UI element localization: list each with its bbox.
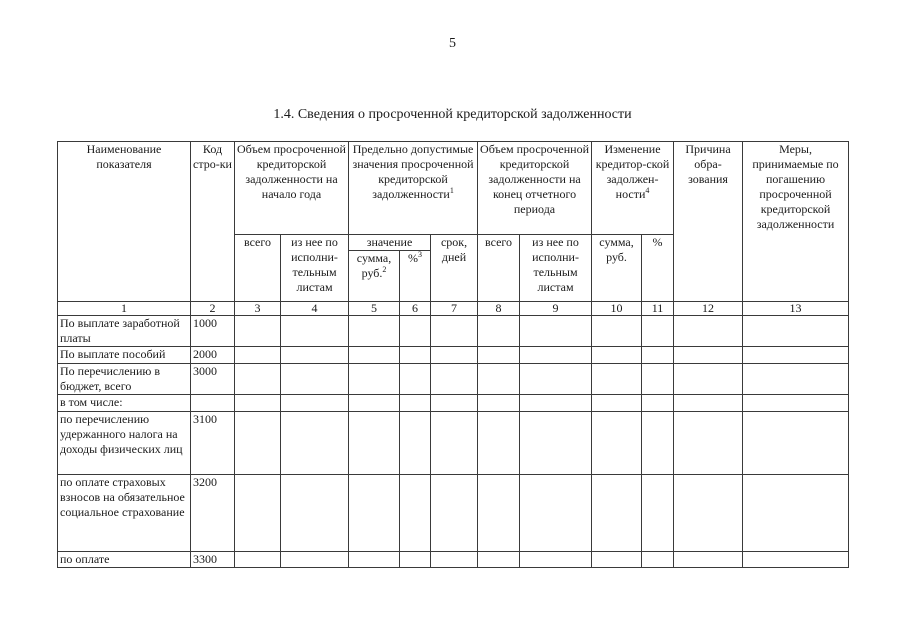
table-row xyxy=(58,316,849,347)
table-cell xyxy=(281,364,349,395)
table-cell xyxy=(674,552,743,568)
header-total-end: всего xyxy=(478,235,520,302)
header-code: Код стро-ки xyxy=(191,142,235,302)
table-cell xyxy=(349,475,400,552)
row-code: 3200 xyxy=(191,475,235,552)
table-cell xyxy=(520,475,592,552)
table-cell xyxy=(400,316,431,347)
column-number: 11 xyxy=(642,302,674,316)
table-cell xyxy=(478,364,520,395)
table-cell xyxy=(235,347,281,364)
row-name: По выплате пособий xyxy=(58,347,191,364)
table-cell xyxy=(235,316,281,347)
table-cell xyxy=(235,364,281,395)
table-cell xyxy=(431,412,478,475)
row-name: По выплате заработной платы xyxy=(58,316,191,347)
table-cell xyxy=(478,316,520,347)
table-cell xyxy=(592,364,642,395)
table-cell xyxy=(520,347,592,364)
table-cell xyxy=(281,395,349,412)
table-cell xyxy=(642,316,674,347)
table-cell xyxy=(592,552,642,568)
table-row xyxy=(58,475,849,552)
row-code: 3100 xyxy=(191,412,235,475)
table-cell xyxy=(520,412,592,475)
column-number: 6 xyxy=(400,302,431,316)
header-percent xyxy=(400,251,431,302)
table-cell xyxy=(743,552,849,568)
header-limit xyxy=(349,142,478,235)
column-number: 9 xyxy=(520,302,592,316)
table-cell xyxy=(400,412,431,475)
table-cell xyxy=(674,364,743,395)
table-cell xyxy=(235,475,281,552)
table-cell xyxy=(431,347,478,364)
table-cell xyxy=(431,395,478,412)
table-cell xyxy=(281,316,349,347)
table-cell xyxy=(235,412,281,475)
header-measures: Меры, принимаемые по погашению просроченной кредиторской задолженности xyxy=(743,142,849,302)
header-total: всего xyxy=(235,235,281,302)
table-cell xyxy=(478,395,520,412)
row-code: 3300 xyxy=(191,552,235,568)
table-row xyxy=(58,364,849,395)
header-limit-text: Предельно допустимые значения просроченной кредиторской задолженности xyxy=(352,142,474,201)
row-code xyxy=(191,395,235,412)
table-cell xyxy=(743,412,849,475)
table-cell xyxy=(400,347,431,364)
header-change-percent: % xyxy=(642,235,674,302)
table-cell xyxy=(400,395,431,412)
header-change-sum: сумма, руб. xyxy=(592,235,642,302)
column-number: 2 xyxy=(191,302,235,316)
column-number: 13 xyxy=(743,302,849,316)
column-number: 10 xyxy=(592,302,642,316)
table-cell xyxy=(642,395,674,412)
table-cell xyxy=(431,475,478,552)
column-number: 12 xyxy=(674,302,743,316)
header-sum-rub-footnote: 2 xyxy=(382,265,387,274)
table-cell xyxy=(281,475,349,552)
row-name: в том числе: xyxy=(58,395,191,412)
row-name: по перечислению удержанного налога на доходы физических лиц xyxy=(58,412,191,475)
header-value: значение xyxy=(349,235,431,251)
column-number: 7 xyxy=(431,302,478,316)
table-cell xyxy=(478,347,520,364)
table-cell xyxy=(642,552,674,568)
table-cell xyxy=(349,395,400,412)
table-cell xyxy=(642,347,674,364)
table-cell xyxy=(674,316,743,347)
table-cell xyxy=(674,347,743,364)
table-row xyxy=(58,347,849,364)
table-cell xyxy=(431,552,478,568)
table-cell xyxy=(592,475,642,552)
table-cell xyxy=(674,412,743,475)
table-cell xyxy=(431,364,478,395)
table-cell xyxy=(520,552,592,568)
header-volume-start: Объем просроченной кредиторской задолженности на начало года xyxy=(235,142,349,235)
header-of-which: из нее по исполни-тельным листам xyxy=(281,235,349,302)
table-cell xyxy=(281,412,349,475)
table-cell xyxy=(349,412,400,475)
header-sum-rub xyxy=(349,251,400,302)
table-cell xyxy=(642,475,674,552)
table-cell xyxy=(520,364,592,395)
overdue-payables-table xyxy=(57,141,849,568)
table-cell xyxy=(592,347,642,364)
header-limit-footnote: 1 xyxy=(449,186,454,195)
row-code: 1000 xyxy=(191,316,235,347)
header-name: Наименование показателя xyxy=(58,142,191,302)
section-title: 1.4. Сведения о просроченной кредиторской задолженности xyxy=(273,107,632,122)
table-cell xyxy=(281,347,349,364)
table-cell xyxy=(674,395,743,412)
table-cell xyxy=(743,364,849,395)
table-cell xyxy=(743,475,849,552)
table-cell xyxy=(592,412,642,475)
table-cell xyxy=(400,475,431,552)
table-cell xyxy=(592,316,642,347)
table-cell xyxy=(349,347,400,364)
table-cell xyxy=(235,395,281,412)
row-name: по оплате страховых взносов на обязательное социальное страхование xyxy=(58,475,191,552)
header-sum-rub-text: сумма, руб. xyxy=(356,251,392,280)
header-change-footnote: 4 xyxy=(645,186,650,195)
page-number: 5 xyxy=(449,36,456,51)
table-cell xyxy=(349,364,400,395)
column-number: 5 xyxy=(349,302,400,316)
table-cell xyxy=(400,364,431,395)
header-percent-text: % xyxy=(408,251,419,265)
header-of-which-end: из нее по исполни-тельным листам xyxy=(520,235,592,302)
table-cell xyxy=(349,316,400,347)
table-row xyxy=(58,552,849,568)
column-number-row xyxy=(58,302,849,316)
table-cell xyxy=(520,395,592,412)
row-name: По перечислению в бюджет, всего xyxy=(58,364,191,395)
table-cell xyxy=(281,552,349,568)
header-reason: Причина обра-зования xyxy=(674,142,743,302)
table-cell xyxy=(520,316,592,347)
header-percent-footnote: 3 xyxy=(418,250,423,259)
table-cell xyxy=(743,395,849,412)
column-number: 4 xyxy=(281,302,349,316)
table-cell xyxy=(592,395,642,412)
table-cell xyxy=(478,552,520,568)
table-cell xyxy=(642,412,674,475)
table-cell xyxy=(349,552,400,568)
header-term-days: срок, дней xyxy=(431,235,478,302)
row-code: 3000 xyxy=(191,364,235,395)
header-volume-end: Объем просроченной кредиторской задолженности на конец отчетного периода xyxy=(478,142,592,235)
table-cell xyxy=(431,316,478,347)
table-cell xyxy=(478,475,520,552)
row-name: по оплате xyxy=(58,552,191,568)
table-cell xyxy=(642,364,674,395)
table-cell xyxy=(235,552,281,568)
table-cell xyxy=(743,316,849,347)
table-cell xyxy=(674,475,743,552)
table-row xyxy=(58,412,849,475)
table-cell xyxy=(478,412,520,475)
column-number: 1 xyxy=(58,302,191,316)
row-code: 2000 xyxy=(191,347,235,364)
table-cell xyxy=(743,347,849,364)
header-change xyxy=(592,142,674,235)
header-change-text: Изменение кредитор-ской задолжен-ности xyxy=(595,142,670,201)
table-row xyxy=(58,395,849,412)
column-number: 8 xyxy=(478,302,520,316)
column-number: 3 xyxy=(235,302,281,316)
table-cell xyxy=(400,552,431,568)
